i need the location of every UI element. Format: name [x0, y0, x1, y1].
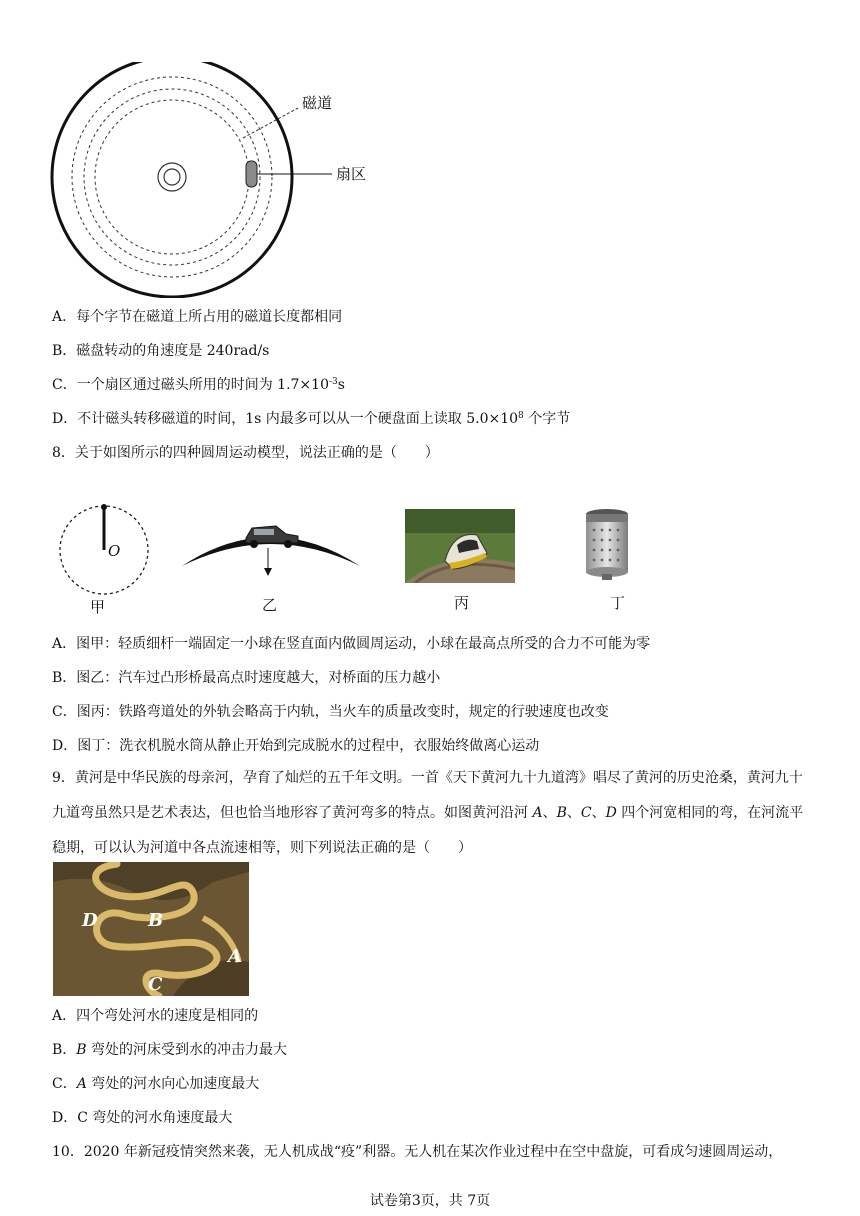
photo-label-d: D	[82, 910, 98, 931]
q8-option-c: C．图丙：铁路弯道处的外轨会略高于内轨，当火车的质量改变时，规定的行驶速度也改变	[52, 704, 609, 720]
q9-option-c: C．A 弯处的河水向心加速度最大	[52, 1076, 260, 1092]
label-ding: 丁	[610, 594, 626, 612]
label-yi: 乙	[262, 596, 278, 614]
sector-mark	[246, 161, 257, 187]
q8-option-a: A．图甲：轻质细杆一端固定一小球在竖直面内做圆周运动，小球在最高点所受的合力不可能为零	[52, 636, 651, 652]
figure-ding-drum	[582, 508, 632, 580]
q9-option-b: B．B 弯处的河床受到水的冲击力最大	[52, 1042, 288, 1058]
q7-option-a: A．每个字节在磁道上所占用的磁道长度都相同	[52, 309, 343, 325]
label-center-o: O	[108, 542, 121, 560]
photo-label-a: A	[228, 946, 242, 967]
figure-bing-train-photo	[405, 509, 515, 583]
photo-label-b: B	[148, 910, 164, 931]
label-jia: 甲	[90, 598, 106, 616]
q7-option-d: D．不计磁头转移磁道的时间，1s 内最多可以从一个硬盘面上读取 $5.0\times 10^8$ 个字节	[52, 411, 571, 427]
figure-jia-rod-circle	[54, 500, 158, 596]
q10-stem: 10．2020 年新冠疫情突然来袭，无人机成战“疫”利器。无人机在某次作业过程中在空中盘旋，可看成匀速圆周运动，	[52, 1144, 783, 1160]
label-sector: 扇区	[336, 165, 367, 183]
photo-label-c: C	[148, 974, 163, 995]
car-icon	[246, 526, 298, 548]
q7-option-b: B．磁盘转动的角速度是 240rad/s	[52, 343, 270, 359]
q7-option-c: C．一个扇区通过磁头所用的时间为 $1.7\times 10^{-3}s$	[52, 377, 345, 393]
page-footer: 试卷第3页，共 7页	[369, 1193, 491, 1209]
q8-stem: 8．关于如图所示的四种圆周运动模型，说法正确的是（ ）	[52, 445, 439, 461]
q9-option-a: A．四个弯处河水的速度是相同的	[52, 1008, 259, 1024]
label-bing: 丙	[454, 594, 470, 612]
q8-option-d: D．图丁：洗衣机脱水筒从静止开始到完成脱水的过程中，衣服始终做离心运动	[52, 738, 540, 754]
q9-stem: 9．黄河是中华民族的母亲河，孕育了灿烂的五千年文明。一首《天下黄河九十九道湾》唱尽了黄河的历史沧桑，黄河九十九道弯虽然只是艺术表达，但也恰当地形容了黄河弯多的特点。如图黄河沿河 A、B、C、D 四个河宽相同的弯，在河流平稳期，可以认为河道中各点流速相等，则下列说法正确的是（ ）	[52, 770, 804, 856]
figure-yi-car-bridge	[180, 514, 362, 578]
q9-option-d: D．C 弯处的河水角速度最大	[52, 1110, 233, 1126]
q8-option-b: B．图乙：汽车过凸形桥最高点时速度越大，对桥面的压力越小	[52, 670, 441, 686]
label-track: 磁道	[302, 94, 333, 112]
